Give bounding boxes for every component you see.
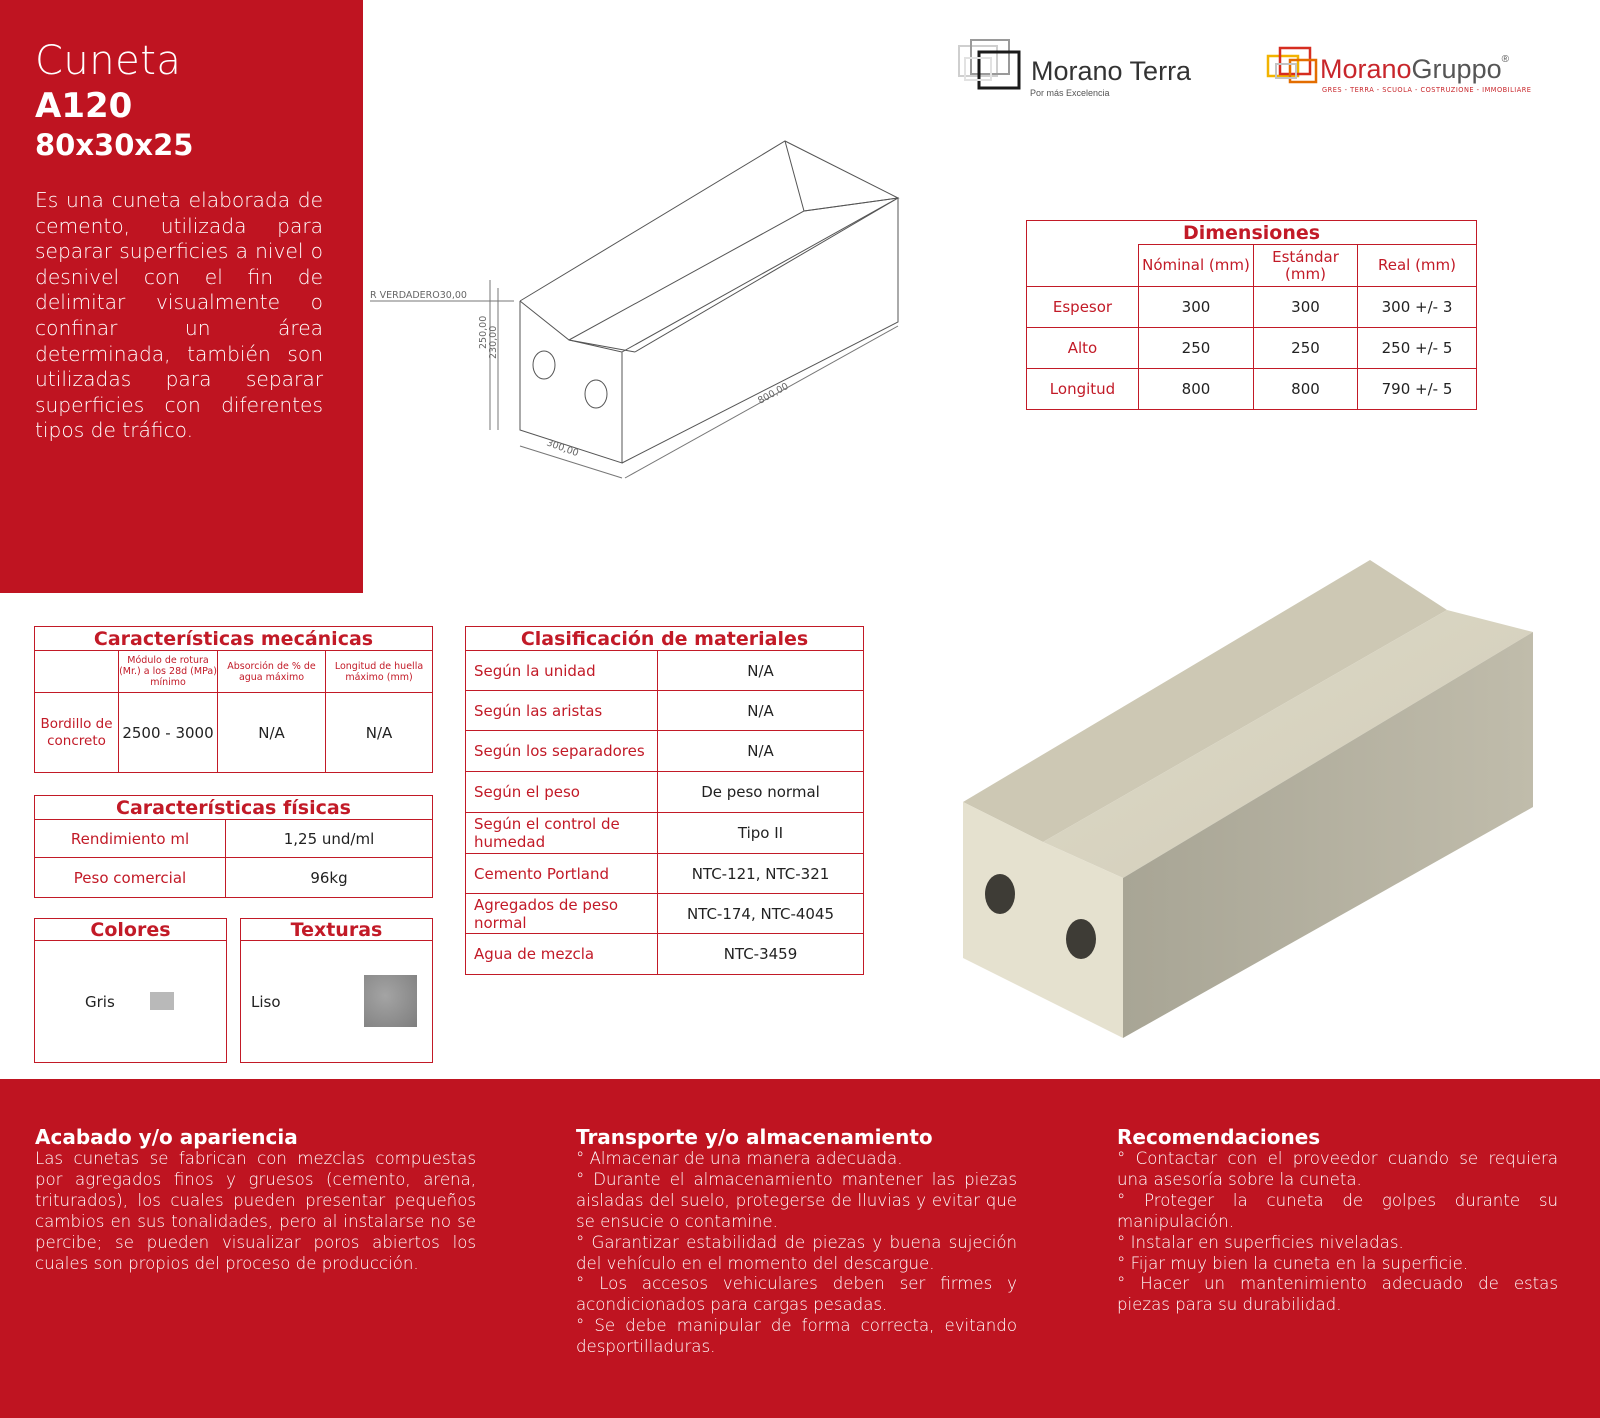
dimensions-title: Dimensiones	[1027, 221, 1477, 245]
table-row	[1027, 328, 1477, 369]
label-width: 300,00	[544, 437, 580, 460]
dimensions-col-label: Real (mm)	[1377, 256, 1457, 274]
mecanicas-absorcion-value: N/A	[218, 693, 326, 773]
mecanicas-col-absorcion: Absorción de % de agua máximo	[218, 651, 326, 693]
morano-gruppo-logo-mark	[1266, 44, 1326, 88]
mecanicas-col-modulo: Módulo de rotura (Mr.) a los 28d (MPa) mínimo	[119, 651, 218, 693]
dimension-estandar: 300	[1254, 287, 1358, 328]
table-row	[35, 820, 433, 858]
table-row	[1027, 369, 1477, 410]
clasificacion-value: N/A	[658, 731, 864, 772]
fisicas-value: 96kg	[226, 858, 433, 898]
list-item: ° Hacer un mantenimiento adecuado de estas piezas para su durabilidad.	[1117, 1274, 1558, 1315]
hero-panel	[0, 0, 363, 593]
mecanicas-modulo-value: 2500 - 3000	[119, 693, 218, 773]
dimension-real: 790 +/- 5	[1358, 369, 1477, 410]
fisicas-label: Peso comercial	[35, 858, 226, 898]
clasificacion-label: Según los separadores	[466, 731, 658, 772]
recomendaciones-title: Recomendaciones	[1117, 1125, 1321, 1149]
footer-panel	[0, 1079, 1600, 1418]
clasificacion-label: Agua de mezcla	[466, 934, 658, 975]
dimension-estandar: 800	[1254, 369, 1358, 410]
table-row	[466, 894, 864, 934]
dimensions-col-estandar	[1254, 245, 1358, 287]
table-row	[466, 772, 864, 813]
list-item: ° Se debe manipular de forma correcta, evitando desportilladuras.	[576, 1316, 1017, 1357]
drawing-hole-right	[585, 380, 607, 408]
product-title: Cuneta	[35, 38, 182, 84]
dimension-estandar: 250	[1254, 328, 1358, 369]
texture-swatch	[364, 975, 417, 1027]
morano-terra-logo	[957, 36, 1227, 102]
product-description: Es una cuneta elaborada de cemento, utilizada para separar superficies a nivel o desnivel con el fin de delimitar visualmente o confinar un área determinada, también son utilizadas para separar superficies con diferentes tipos de tráfico.	[35, 188, 323, 443]
list-item: ° Fijar muy bien la cuneta en la superficie.	[1117, 1253, 1469, 1273]
list-item: ° Almacenar de una manera adecuada.	[576, 1149, 903, 1168]
clasificacion-label: Según el peso	[466, 772, 658, 813]
colores-title: Colores	[35, 919, 226, 941]
acabado-title: Acabado y/o apariencia	[35, 1125, 298, 1149]
product-size: 80x30x25	[35, 128, 194, 162]
clasificacion-value: Tipo II	[658, 813, 864, 854]
clasificacion-label: Según las aristas	[466, 691, 658, 731]
table-row	[35, 858, 433, 898]
texturas-box	[240, 918, 433, 1063]
list-item: ° Proteger la cuneta de golpes durante su manipulación.	[1117, 1190, 1558, 1231]
morano-gruppo-reg: ®	[1501, 54, 1509, 65]
dimension-real: 300 +/- 3	[1358, 287, 1477, 328]
clasificacion-label: Cemento Portland	[466, 854, 658, 894]
render-hole-right	[1066, 919, 1096, 959]
dimensions-table	[1026, 220, 1477, 410]
label-length: 800,00	[756, 380, 791, 407]
clasificacion-value: NTC-3459	[658, 934, 864, 975]
fisicas-label: Rendimiento ml	[35, 820, 226, 858]
table-row	[466, 651, 864, 691]
table-row	[466, 731, 864, 772]
list-item: ° Durante el almacenamiento mantener las piezas aisladas del suelo, protegerse de lluvias y evitar que se ensucie o contamine.	[576, 1169, 1017, 1231]
colores-box	[34, 918, 227, 1063]
clasificacion-label: Según el control de humedad	[466, 813, 658, 854]
clasificacion-label: Según la unidad	[466, 651, 658, 691]
morano-gruppo-name-a: Morano	[1320, 54, 1412, 84]
clasificacion-label: Agregados de peso normal	[466, 894, 658, 934]
table-row	[466, 813, 864, 854]
dimension-real: 250 +/- 5	[1358, 328, 1477, 369]
color-swatch	[150, 992, 174, 1010]
acabado-text: Las cunetas se fabrican con mezclas compuestas por agregados finos y gruesos (cemento, arena, triturados), los cuales pueden presentar pequeños cambios en sus tonalidades, pero al instalarse no se percibe; se pueden visualizar poros abiertos los cuales son propios del proceso de producción.	[35, 1149, 476, 1273]
label-height-a: 250,00	[478, 315, 489, 349]
mecanicas-huella-value: N/A	[326, 693, 433, 773]
label-height-b: 230,00	[488, 325, 499, 359]
table-row	[35, 693, 433, 773]
dimension-nominal: 300	[1139, 287, 1254, 328]
dimensions-corner	[1027, 245, 1139, 287]
technical-drawing	[370, 138, 900, 496]
drawing-right-face	[622, 198, 898, 463]
dimensions-col-nominal	[1139, 245, 1254, 287]
dimensions-col-real	[1358, 245, 1477, 287]
transporte-section	[576, 1125, 1017, 1358]
product-render	[960, 560, 1535, 1038]
dimension-label: Longitud	[1027, 369, 1139, 410]
color-name: Gris	[85, 993, 115, 1011]
dimension-nominal: 250	[1139, 328, 1254, 369]
list-item: ° Contactar con el proveedor cuando se requiera una asesoría sobre la cuneta.	[1117, 1149, 1558, 1189]
clasificacion-value: De peso normal	[658, 772, 864, 813]
list-item: ° Garantizar estabilidad de piezas y buena sujeción del vehículo en el momento del descargue.	[576, 1232, 1017, 1273]
dimensions-col-label: Estándar (mm)	[1272, 247, 1339, 283]
morano-terra-name-a: Morano	[1031, 56, 1123, 86]
acabado-section	[35, 1125, 476, 1274]
table-row	[466, 854, 864, 894]
texturas-title: Texturas	[241, 919, 432, 941]
morano-gruppo-name-b: Gruppo	[1411, 54, 1502, 84]
clasificacion-value: NTC-174, NTC-4045	[658, 894, 864, 934]
dimension-label: Espesor	[1027, 287, 1139, 328]
texture-name: Liso	[251, 993, 281, 1011]
drawing-hole-left	[533, 351, 555, 379]
clasificacion-value: N/A	[658, 691, 864, 731]
table-row	[466, 691, 864, 731]
list-item: ° Los accesos vehiculares deben ser firmes y acondicionados para cargas pesadas.	[576, 1274, 1017, 1315]
mecanicas-col-huella: Longitud de huella máximo (mm)	[326, 651, 433, 693]
clasificacion-value: NTC-121, NTC-321	[658, 854, 864, 894]
morano-terra-tagline: Por más Excelencia	[1030, 88, 1110, 98]
render-hole-left	[985, 874, 1015, 914]
mecanicas-table	[34, 626, 433, 773]
fisicas-title: Características físicas	[35, 796, 433, 820]
clasificacion-value: N/A	[658, 651, 864, 691]
clasificacion-title: Clasificación de materiales	[466, 627, 864, 651]
mecanicas-row-label: Bordillo de concreto	[35, 693, 119, 773]
drawing-top-face	[520, 141, 804, 340]
table-row	[466, 934, 864, 975]
morano-gruppo-logo	[1266, 44, 1536, 100]
dimension-nominal: 800	[1139, 369, 1254, 410]
fisicas-value: 1,25 und/ml	[226, 820, 433, 858]
clasificacion-table	[465, 626, 864, 975]
list-item: ° Instalar en superficies niveladas.	[1117, 1232, 1404, 1252]
morano-terra-name-b: Terra	[1122, 56, 1192, 86]
dimension-label: Alto	[1027, 328, 1139, 369]
label-radius: R VERDADERO30,00	[370, 290, 467, 301]
fisicas-table	[34, 795, 433, 898]
table-row	[1027, 287, 1477, 328]
recomendaciones-section	[1117, 1125, 1558, 1316]
product-code: A120	[35, 86, 133, 126]
drawing-front-face	[520, 301, 622, 463]
dimensions-col-label: Nóminal (mm)	[1142, 256, 1250, 274]
mecanicas-corner	[35, 651, 119, 693]
morano-gruppo-tagline: GRES - TERRA - SCUOLA - COSTRUZIONE - IMMOBILIARE	[1322, 86, 1532, 94]
transporte-title: Transporte y/o almacenamiento	[576, 1125, 933, 1149]
mecanicas-title: Características mecánicas	[35, 627, 433, 651]
